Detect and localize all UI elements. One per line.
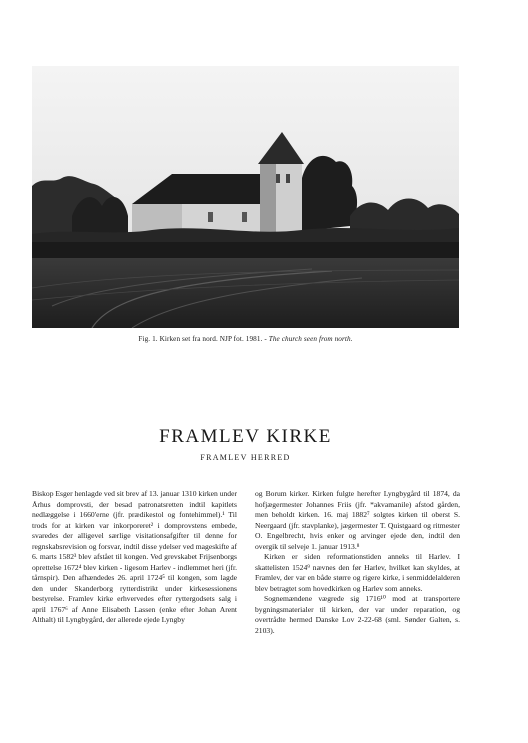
figure-caption	[32, 335, 459, 343]
text-column-left	[32, 489, 237, 626]
church-photograph	[32, 66, 459, 328]
page-subtitle: FRAMLEV HERRED	[200, 453, 291, 462]
body-paragraph: Kirken er siden reformationstiden anneks til Harlev. I skattelisten 1524⁹ nævnes den før Harlev, hvilket kan skyldes, at Framlev, der var en både større og rigere kirke, i senmiddelalderen blev betragtet som hovedkirken og Harlev som anneks.	[255, 552, 460, 593]
body-paragraph: Sognemændene vægrede sig 1716¹⁰ mod at transportere bygningsmaterialer til kirken, der var under reparation, og overtrådte hermed Danske Lov 2-22-68 (sml. Sønder Galten, s. 2103).	[255, 594, 460, 635]
caption-danish: Fig. 1. Kirken set fra nord. NJP fot. 1981. -	[138, 335, 269, 343]
church-photo-illustration	[32, 66, 459, 328]
body-paragraph: Biskop Esger henlagde ved sit brev af 13. januar 1310 kirken under Århus domprovsti, der besad patronatsretten indtil kapitlets nedlæggelse i 1660'erne (jfr. prædikestol og fontehimmel).¹ Til trods for at kirken var inkorporeret² i domprovstens embede, svaredes der alligevel særlige visitationsafgifter til denne for regnskabsrevision og forsvar, indtil disse ydelser ved mageskifte af 6. marts 1582³ blev afstået til kongen. Ved grevskabet Frijsenborgs oprettelse 1672⁴ blev kirken - ligesom Harlev - indlemmet heri (jfr. tårnspir). Den afhændedes 26. april 1724⁵ til kongen, som lagde den under Skanderborg rytterdistrikt under kirkesessionens bestyrelse. Framlev kirke erhvervedes efter ryttergodsets salg i april 1767⁶ af Anne Elisabeth Lassen (enke efter Johan Arent Althalt) til Lyngbygård, der allerede ejede Lyngby	[32, 489, 237, 624]
caption-english: The church seen from north.	[268, 335, 353, 343]
page-title: FRAMLEV KIRKE	[159, 426, 332, 447]
text-column-right	[255, 489, 460, 636]
body-paragraph: og Borum kirker. Kirken fulgte herefter Lyngbygård til 1874, da hofjægermester Johannes Friis (jfr. *akvamanile) afstod gården, men beholdt kirken. 16. maj 1882⁷ solgtes kirken til oberst S. Neergaard (jfr. stavplanke), jægermester T. Quistgaard og ritmester O. Engelbrecht, hvis enker og arvinger ejede den, indtil den overgik til selveje 1. januar 1913.⁸	[255, 489, 460, 551]
